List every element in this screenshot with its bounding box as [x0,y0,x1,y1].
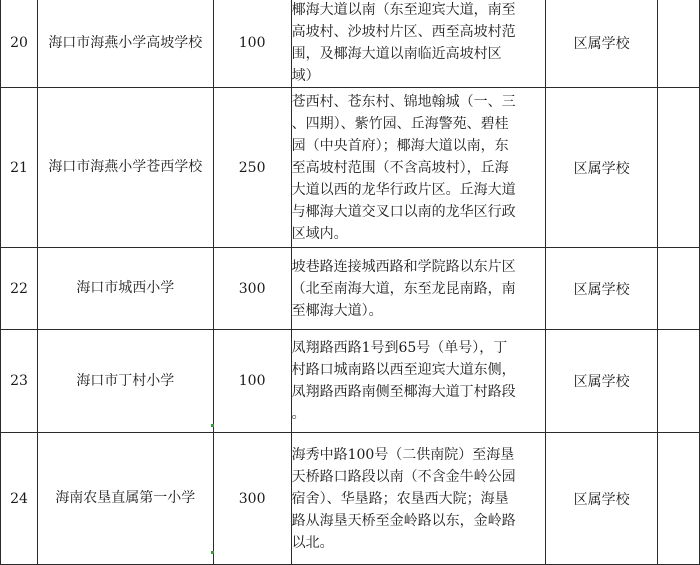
area-line: 椰海大道以南（东至迎宾大道，南至 [291,2,516,18]
enrollment-capacity: 300 [213,433,291,565]
area-line: 苍西村、苍东村、锦地翰城（一、三 [291,93,516,110]
area-line: 。 [291,406,306,422]
catchment-area [291,330,546,433]
area-line: 以北。 [291,534,334,551]
enrollment-capacity: 100 [213,330,291,433]
cell-marker [211,551,214,554]
area-line: 凤翔路西路南侧至椰海大道丁村路段 [291,384,516,400]
area-line: （北至南海大道，东至龙昆南路，南 [291,280,516,297]
area-line: 村路口城南路以西至迎宾大道东侧， [291,362,516,378]
empty-cell [658,0,700,88]
area-line: 域） [291,68,320,84]
catchment-area [291,0,546,88]
row-number: 23 [1,330,38,433]
catchment-area [291,88,546,248]
area-line: 高坡村、沙坡村片区、西至高坡村范 [291,24,516,40]
school-type: 区属学校 [546,248,658,330]
school-type: 区属学校 [546,0,658,88]
school-name: 海口市丁村小学 [37,330,213,433]
area-line: 凤翔路西路1号到65号（单号），丁 [291,340,508,356]
empty-cell [658,433,700,565]
empty-cell [658,88,700,248]
row-number: 21 [1,88,38,248]
school-type: 区属学校 [546,433,658,565]
area-line: 坡巷路连接城西路和学院路以东片区 [291,258,516,275]
empty-cell [658,330,700,433]
area-line: 大道以西的龙华行政片区。丘海大道 [291,181,516,198]
table-row [1,433,700,565]
area-line: 至高坡村范围（不含高坡村），丘海 [291,159,509,176]
school-name: 海口市海燕小学苍西学校 [37,88,213,248]
school-type: 区属学校 [546,88,658,248]
row-number: 24 [1,433,38,565]
table-row [1,88,700,248]
empty-cell [658,248,700,330]
enrollment-capacity: 250 [213,88,291,248]
row-number: 22 [1,248,38,330]
enrollment-capacity: 100 [213,0,291,88]
table-row [1,248,700,330]
area-line: 路从海垦天桥至金岭路以东，金岭路 [291,512,516,529]
area-line: 海秀中路100号（二供南院）至海垦 [291,446,515,463]
school-name: 海南农垦直属第一小学 [37,433,213,565]
cell-marker [211,424,214,427]
row-number: 20 [1,0,38,88]
catchment-area [291,433,546,565]
area-line: 区域内。 [291,225,348,242]
area-line: 宿舍）、华垦路；农垦西大院；海垦 [291,490,509,507]
table-row [1,330,700,433]
school-name: 海口市城西小学 [37,248,213,330]
enrollment-capacity: 300 [213,248,291,330]
area-line: 天桥路口路段以南（不含金牛岭公园 [291,468,516,485]
area-line: 与椰海大道交叉口以南的龙华区行政 [291,203,516,220]
area-line: 、四期）、紫竹园、丘海警苑、碧桂 [291,115,509,132]
catchment-area [291,248,546,330]
area-line: 围，及椰海大道以南临近高坡村区 [291,46,502,62]
school-name: 海口市海燕小学高坡学校 [37,0,213,88]
area-line: 至椰海大道）。 [291,302,383,319]
school-type: 区属学校 [546,330,658,433]
table-row [1,0,700,88]
area-line: 园（中央首府）；椰海大道以南，东 [291,137,509,154]
